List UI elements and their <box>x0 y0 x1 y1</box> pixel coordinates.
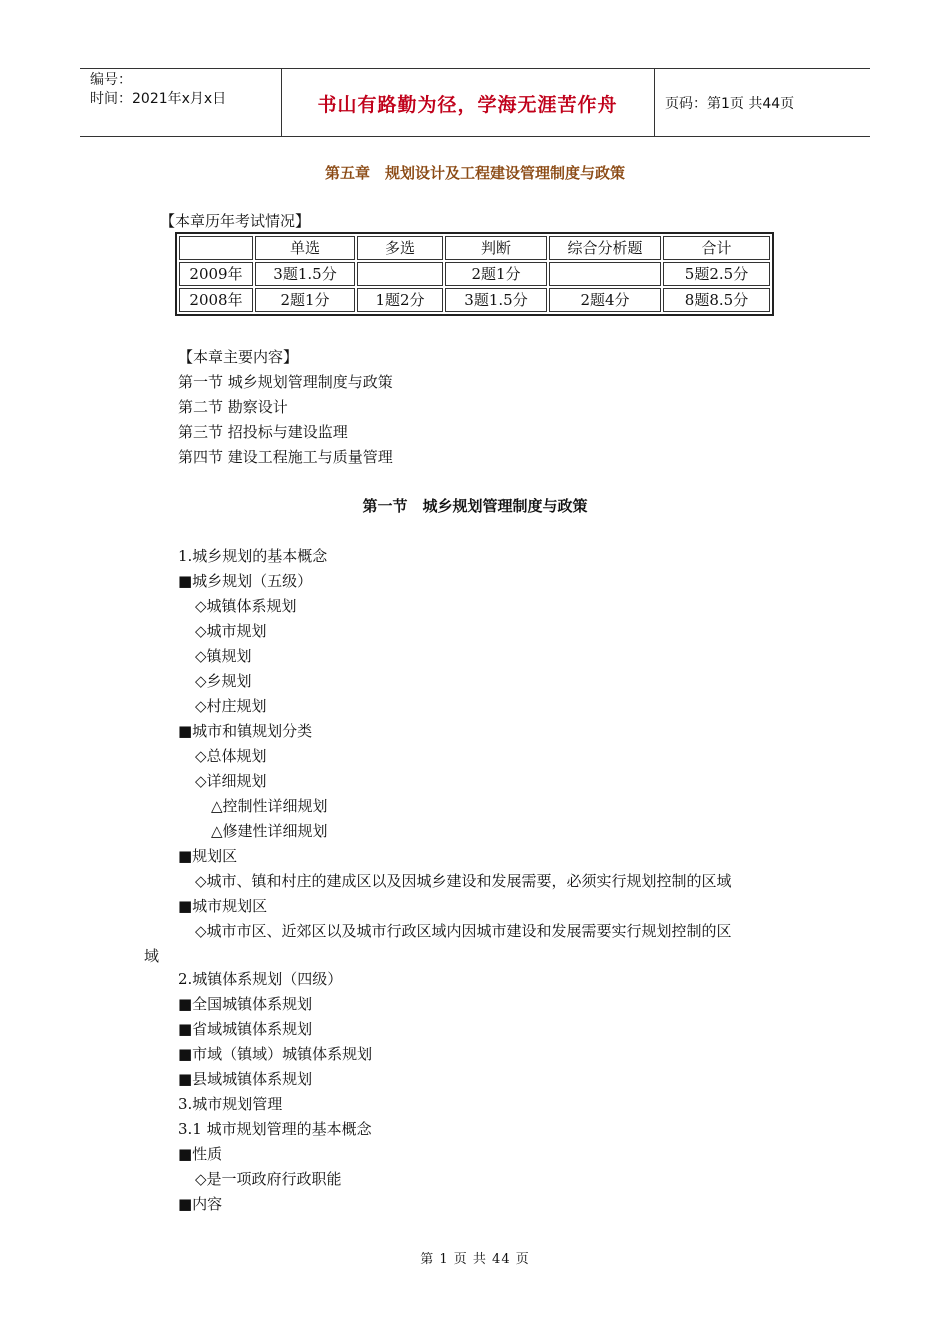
body-line: ■省域城镇体系规划 <box>178 1020 313 1038</box>
body-line: ■规划区 <box>178 847 238 865</box>
body-line: ◇乡规划 <box>195 672 252 690</box>
table-cell: 8题8.5分 <box>663 288 770 312</box>
body-line: ■城市规划区 <box>178 897 268 915</box>
header-meta <box>90 71 226 109</box>
section-title: 第一节 城乡规划管理制度与政策 <box>362 497 588 515</box>
header-top-rule <box>80 68 870 69</box>
table-cell <box>179 236 253 260</box>
body-line: ◇城市、镇和村庄的建成区以及因城乡建设和发展需要，必须实行规划控制的区域 <box>195 872 732 890</box>
body-line: 3.1 城市规划管理的基本概念 <box>178 1120 372 1138</box>
table-cell: 2题1分 <box>255 288 355 312</box>
table-cell: 1题2分 <box>357 288 443 312</box>
body-line: ◇详细规划 <box>195 772 267 790</box>
table-cell: 2008年 <box>179 288 253 312</box>
body-line: ◇是一项政府行政职能 <box>195 1170 342 1188</box>
exam-heading: 【本章历年考试情况】 <box>160 212 311 230</box>
contents-heading: 【本章主要内容】 <box>178 348 299 366</box>
table-cell: 2009年 <box>179 262 253 286</box>
body-line: △修建性详细规划 <box>211 822 328 840</box>
body-line: 3.城市规划管理 <box>178 1095 283 1113</box>
table-cell <box>357 262 443 286</box>
table-cell: 判断 <box>445 236 547 260</box>
table-row <box>179 262 770 286</box>
table-cell: 5题2.5分 <box>663 262 770 286</box>
table-header-row <box>179 236 770 260</box>
body-line: 2.城镇体系规划（四级） <box>178 970 343 988</box>
body-line: ■市域（镇域）城镇体系规划 <box>178 1045 373 1063</box>
page-footer: 第 1 页 共 44 页 <box>420 1252 530 1267</box>
body-line: ■县域城镇体系规划 <box>178 1070 313 1088</box>
table-row <box>179 288 770 312</box>
table-cell: 2题1分 <box>445 262 547 286</box>
table-cell: 合计 <box>663 236 770 260</box>
header-page-info: 页码：第1页 共44页 <box>665 96 795 112</box>
table-cell: 单选 <box>255 236 355 260</box>
contents-item: 第三节 招投标与建设监理 <box>178 423 348 441</box>
body-line: 1.城乡规划的基本概念 <box>178 547 328 565</box>
body-line: ◇镇规划 <box>195 647 252 665</box>
body-line: △控制性详细规划 <box>211 797 328 815</box>
body-line: ■内容 <box>178 1195 223 1213</box>
table-cell: 3题1.5分 <box>445 288 547 312</box>
table-cell: 2题4分 <box>549 288 661 312</box>
body-line: ◇城镇体系规划 <box>195 597 297 615</box>
body-line: ■性质 <box>178 1145 223 1163</box>
body-line: ◇城市市区、近郊区以及城市行政区域内因城市建设和发展需要实行规划控制的区 <box>195 922 732 940</box>
body-line: ■城乡规划（五级） <box>178 572 313 590</box>
header-number-label: 编号： <box>90 72 132 88</box>
body-line: ◇村庄规划 <box>195 697 267 715</box>
header-bottom-rule <box>80 136 870 137</box>
exam-table <box>175 232 774 316</box>
contents-item: 第二节 勘察设计 <box>178 398 288 416</box>
table-cell <box>549 262 661 286</box>
chapter-title: 第五章 规划设计及工程建设管理制度与政策 <box>324 164 625 182</box>
body-line: ■全国城镇体系规划 <box>178 995 313 1013</box>
body-line: ■城市和镇规划分类 <box>178 722 313 740</box>
contents-item: 第一节 城乡规划管理制度与政策 <box>178 373 393 391</box>
table-cell: 3题1.5分 <box>255 262 355 286</box>
header-time-label: 时间：2021年x月x日 <box>90 91 227 107</box>
table-cell: 多选 <box>357 236 443 260</box>
body-line: 域 <box>144 947 160 965</box>
body-line: ◇城市规划 <box>195 622 267 640</box>
header-divider-right <box>654 68 655 136</box>
header-motto: 书山有路勤为径，学海无涯苦作舟 <box>317 94 618 116</box>
table-cell: 综合分析题 <box>549 236 661 260</box>
body-line: ◇总体规划 <box>195 747 267 765</box>
contents-item: 第四节 建设工程施工与质量管理 <box>178 448 393 466</box>
